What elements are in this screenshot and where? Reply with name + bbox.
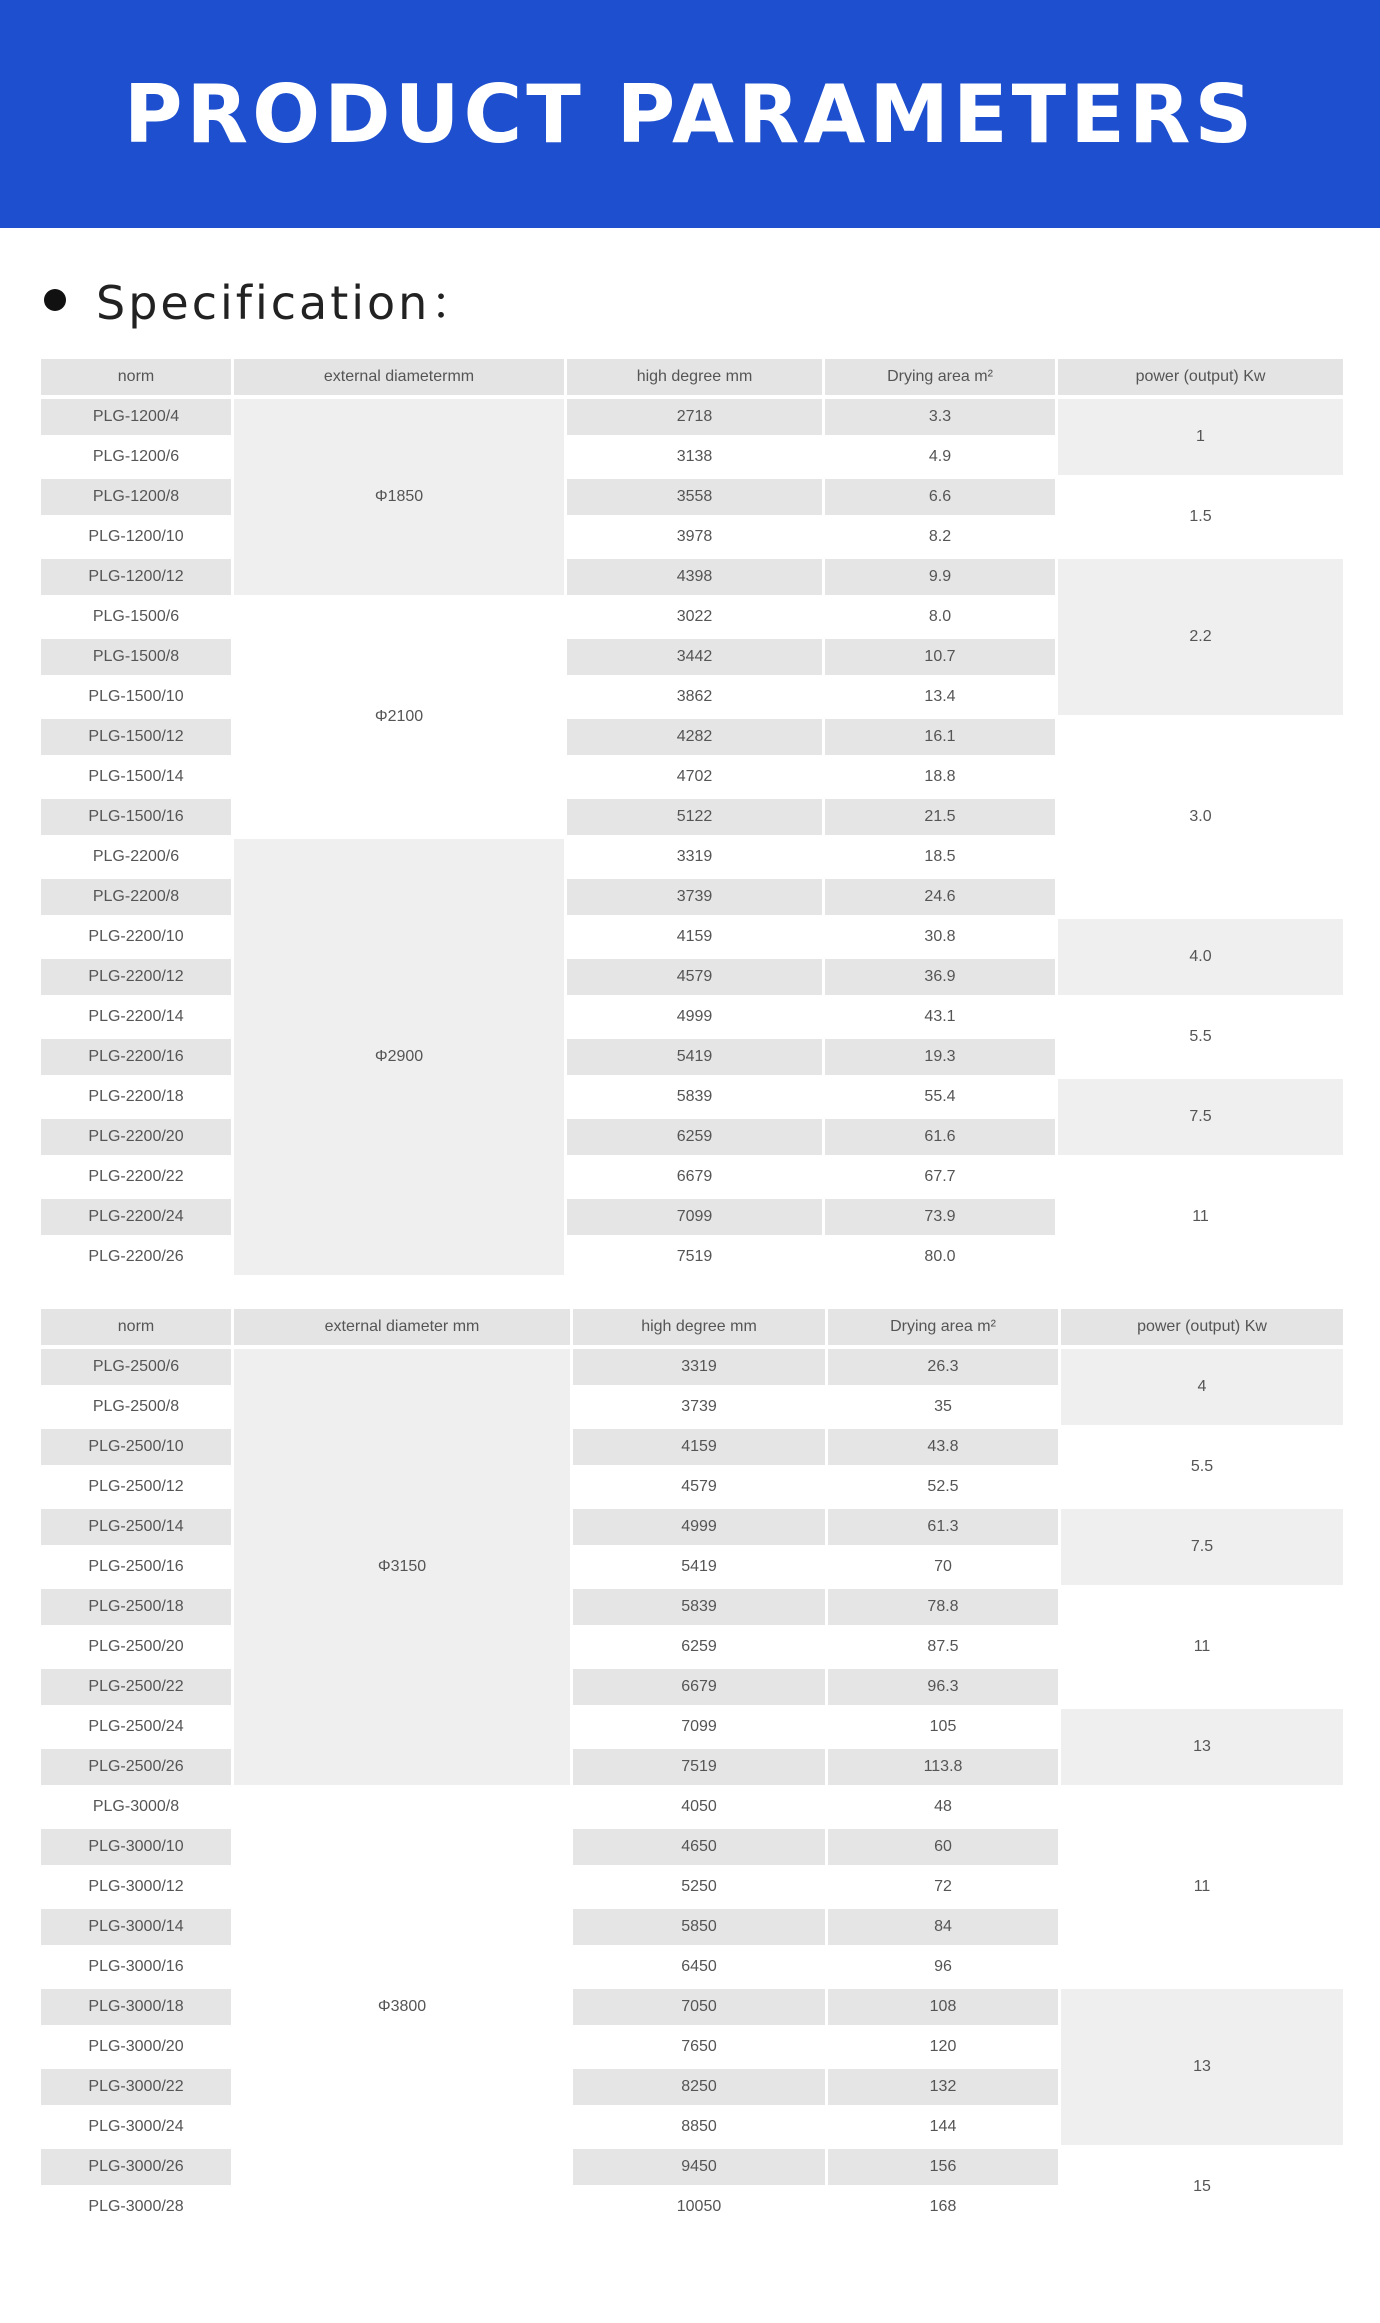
cell-drying-area: 96.3	[828, 1669, 1058, 1705]
cell-high-degree: 3862	[567, 679, 822, 715]
cell-drying-area: 60	[828, 1829, 1058, 1865]
cell-norm: PLG-1500/6	[41, 599, 231, 635]
spec-table-2	[38, 1305, 1346, 2229]
cell-power: 7.5	[1061, 1509, 1343, 1585]
cell-norm: PLG-2200/12	[41, 959, 231, 995]
cell-drying-area: 96	[828, 1949, 1058, 1985]
cell-norm: PLG-3000/14	[41, 1909, 231, 1945]
cell-norm: PLG-2200/22	[41, 1159, 231, 1195]
cell-high-degree: 5419	[573, 1549, 825, 1585]
cell-norm: PLG-2500/20	[41, 1629, 231, 1665]
cell-drying-area: 4.9	[825, 439, 1055, 475]
cell-drying-area: 9.9	[825, 559, 1055, 595]
cell-norm: PLG-1500/12	[41, 719, 231, 755]
cell-power: 4.0	[1058, 919, 1343, 995]
cell-drying-area: 132	[828, 2069, 1058, 2105]
cell-power: 11	[1058, 1159, 1343, 1275]
table-row	[41, 399, 1343, 435]
cell-high-degree: 4579	[567, 959, 822, 995]
header-external-diameter: external diameter mm	[234, 1309, 570, 1345]
cell-norm: PLG-2200/16	[41, 1039, 231, 1075]
cell-norm: PLG-2200/14	[41, 999, 231, 1035]
cell-drying-area: 108	[828, 1989, 1058, 2025]
cell-norm: PLG-1200/6	[41, 439, 231, 475]
cell-drying-area: 87.5	[828, 1629, 1058, 1665]
cell-drying-area: 6.6	[825, 479, 1055, 515]
cell-drying-area: 43.8	[828, 1429, 1058, 1465]
cell-power: 11	[1061, 1589, 1343, 1705]
cell-high-degree: 8250	[573, 2069, 825, 2105]
cell-external-diameter: Φ3800	[234, 1789, 570, 2225]
cell-high-degree: 4999	[567, 999, 822, 1035]
cell-drying-area: 48	[828, 1789, 1058, 1825]
cell-high-degree: 3319	[567, 839, 822, 875]
header-high-degree: high degree mm	[573, 1309, 825, 1345]
cell-norm: PLG-1200/10	[41, 519, 231, 555]
cell-drying-area: 43.1	[825, 999, 1055, 1035]
cell-power: 1	[1058, 399, 1343, 475]
cell-high-degree: 5419	[567, 1039, 822, 1075]
cell-high-degree: 3558	[567, 479, 822, 515]
cell-high-degree: 10050	[573, 2189, 825, 2225]
cell-drying-area: 113.8	[828, 1749, 1058, 1785]
cell-external-diameter: Φ1850	[234, 399, 564, 595]
cell-norm: PLG-2500/14	[41, 1509, 231, 1545]
spec-table-1	[38, 355, 1346, 1279]
cell-norm: PLG-1200/12	[41, 559, 231, 595]
section-heading	[44, 268, 479, 332]
cell-norm: PLG-2200/18	[41, 1079, 231, 1115]
cell-norm: PLG-1200/4	[41, 399, 231, 435]
cell-norm: PLG-2500/16	[41, 1549, 231, 1585]
cell-drying-area: 30.8	[825, 919, 1055, 955]
cell-norm: PLG-3000/18	[41, 1989, 231, 2025]
cell-norm: PLG-2500/22	[41, 1669, 231, 1705]
cell-high-degree: 6679	[567, 1159, 822, 1195]
cell-power: 15	[1061, 2149, 1343, 2225]
page-title: PRODUCT PARAMETERS	[123, 67, 1257, 161]
cell-drying-area: 10.7	[825, 639, 1055, 675]
cell-high-degree: 3739	[573, 1389, 825, 1425]
cell-high-degree: 4282	[567, 719, 822, 755]
header-norm: norm	[41, 359, 231, 395]
cell-norm: PLG-2200/26	[41, 1239, 231, 1275]
header-drying-area: Drying area m²	[828, 1309, 1058, 1345]
header-norm: norm	[41, 1309, 231, 1345]
cell-norm: PLG-3000/28	[41, 2189, 231, 2225]
cell-high-degree: 4579	[573, 1469, 825, 1505]
cell-power: 1.5	[1058, 479, 1343, 555]
cell-high-degree: 2718	[567, 399, 822, 435]
cell-high-degree: 8850	[573, 2109, 825, 2145]
cell-norm: PLG-3000/10	[41, 1829, 231, 1865]
cell-high-degree: 6259	[567, 1119, 822, 1155]
cell-drying-area: 105	[828, 1709, 1058, 1745]
cell-drying-area: 13.4	[825, 679, 1055, 715]
cell-norm: PLG-2500/18	[41, 1589, 231, 1625]
cell-norm: PLG-3000/20	[41, 2029, 231, 2065]
cell-high-degree: 5850	[573, 1909, 825, 1945]
cell-norm: PLG-3000/8	[41, 1789, 231, 1825]
cell-high-degree: 3319	[573, 1349, 825, 1385]
cell-high-degree: 4702	[567, 759, 822, 795]
cell-external-diameter: Φ3150	[234, 1349, 570, 1785]
cell-drying-area: 35	[828, 1389, 1058, 1425]
cell-drying-area: 8.0	[825, 599, 1055, 635]
cell-external-diameter: Φ2900	[234, 839, 564, 1275]
cell-norm: PLG-3000/22	[41, 2069, 231, 2105]
cell-high-degree: 7519	[573, 1749, 825, 1785]
cell-power: 3.0	[1058, 719, 1343, 915]
cell-norm: PLG-3000/26	[41, 2149, 231, 2185]
cell-high-degree: 5839	[567, 1079, 822, 1115]
cell-power: 4	[1061, 1349, 1343, 1425]
table-header-row	[41, 1309, 1343, 1345]
cell-high-degree: 7519	[567, 1239, 822, 1275]
cell-drying-area: 120	[828, 2029, 1058, 2065]
section-title: Specification：	[96, 276, 480, 330]
cell-drying-area: 3.3	[825, 399, 1055, 435]
cell-norm: PLG-1500/10	[41, 679, 231, 715]
cell-norm: PLG-2200/24	[41, 1199, 231, 1235]
cell-norm: PLG-2500/8	[41, 1389, 231, 1425]
cell-drying-area: 16.1	[825, 719, 1055, 755]
cell-norm: PLG-2500/10	[41, 1429, 231, 1465]
cell-norm: PLG-2200/6	[41, 839, 231, 875]
cell-norm: PLG-3000/12	[41, 1869, 231, 1905]
cell-drying-area: 18.8	[825, 759, 1055, 795]
cell-norm: PLG-2200/10	[41, 919, 231, 955]
cell-high-degree: 7650	[573, 2029, 825, 2065]
cell-drying-area: 72	[828, 1869, 1058, 1905]
cell-drying-area: 70	[828, 1549, 1058, 1585]
cell-power: 7.5	[1058, 1079, 1343, 1155]
header-external-diameter: external diametermm	[234, 359, 564, 395]
cell-drying-area: 52.5	[828, 1469, 1058, 1505]
cell-norm: PLG-1500/14	[41, 759, 231, 795]
header-power: power (output) Kw	[1061, 1309, 1343, 1345]
cell-drying-area: 168	[828, 2189, 1058, 2225]
cell-power: 11	[1061, 1789, 1343, 1985]
cell-external-diameter: Φ2100	[234, 599, 564, 835]
cell-drying-area: 78.8	[828, 1589, 1058, 1625]
bullet-icon	[44, 289, 66, 311]
cell-high-degree: 7050	[573, 1989, 825, 2025]
cell-norm: PLG-2500/6	[41, 1349, 231, 1385]
cell-drying-area: 61.6	[825, 1119, 1055, 1155]
header-drying-area: Drying area m²	[825, 359, 1055, 395]
cell-high-degree: 7099	[567, 1199, 822, 1235]
cell-high-degree: 3138	[567, 439, 822, 475]
cell-drying-area: 144	[828, 2109, 1058, 2145]
table-row	[41, 1789, 1343, 1825]
cell-high-degree: 4999	[573, 1509, 825, 1545]
cell-drying-area: 18.5	[825, 839, 1055, 875]
cell-norm: PLG-1500/8	[41, 639, 231, 675]
cell-drying-area: 21.5	[825, 799, 1055, 835]
cell-drying-area: 55.4	[825, 1079, 1055, 1115]
cell-high-degree: 4050	[573, 1789, 825, 1825]
cell-power: 5.5	[1058, 999, 1343, 1075]
cell-norm: PLG-2500/24	[41, 1709, 231, 1745]
header-power: power (output) Kw	[1058, 359, 1343, 395]
cell-drying-area: 67.7	[825, 1159, 1055, 1195]
cell-high-degree: 3739	[567, 879, 822, 915]
cell-high-degree: 3442	[567, 639, 822, 675]
cell-power: 13	[1061, 1709, 1343, 1785]
cell-norm: PLG-2500/12	[41, 1469, 231, 1505]
table-row	[41, 1349, 1343, 1385]
cell-drying-area: 36.9	[825, 959, 1055, 995]
cell-high-degree: 5839	[573, 1589, 825, 1625]
cell-norm: PLG-2500/26	[41, 1749, 231, 1785]
cell-drying-area: 19.3	[825, 1039, 1055, 1075]
cell-norm: PLG-2200/20	[41, 1119, 231, 1155]
table-header-row	[41, 359, 1343, 395]
header-high-degree: high degree mm	[567, 359, 822, 395]
cell-drying-area: 80.0	[825, 1239, 1055, 1275]
cell-drying-area: 156	[828, 2149, 1058, 2185]
cell-drying-area: 8.2	[825, 519, 1055, 555]
header-banner	[0, 0, 1380, 228]
cell-drying-area: 84	[828, 1909, 1058, 1945]
cell-norm: PLG-3000/24	[41, 2109, 231, 2145]
cell-drying-area: 61.3	[828, 1509, 1058, 1545]
cell-norm: PLG-3000/16	[41, 1949, 231, 1985]
cell-power: 13	[1061, 1989, 1343, 2145]
cell-norm: PLG-1200/8	[41, 479, 231, 515]
cell-drying-area: 26.3	[828, 1349, 1058, 1385]
cell-high-degree: 3978	[567, 519, 822, 555]
cell-high-degree: 9450	[573, 2149, 825, 2185]
cell-high-degree: 7099	[573, 1709, 825, 1745]
cell-high-degree: 4159	[573, 1429, 825, 1465]
cell-high-degree: 6259	[573, 1629, 825, 1665]
cell-high-degree: 5250	[573, 1869, 825, 1905]
cell-norm: PLG-1500/16	[41, 799, 231, 835]
cell-high-degree: 6450	[573, 1949, 825, 1985]
cell-power: 5.5	[1061, 1429, 1343, 1505]
cell-high-degree: 4650	[573, 1829, 825, 1865]
cell-drying-area: 73.9	[825, 1199, 1055, 1235]
cell-high-degree: 6679	[573, 1669, 825, 1705]
cell-high-degree: 4159	[567, 919, 822, 955]
cell-high-degree: 4398	[567, 559, 822, 595]
cell-high-degree: 5122	[567, 799, 822, 835]
cell-power: 2.2	[1058, 559, 1343, 715]
cell-high-degree: 3022	[567, 599, 822, 635]
cell-norm: PLG-2200/8	[41, 879, 231, 915]
cell-drying-area: 24.6	[825, 879, 1055, 915]
